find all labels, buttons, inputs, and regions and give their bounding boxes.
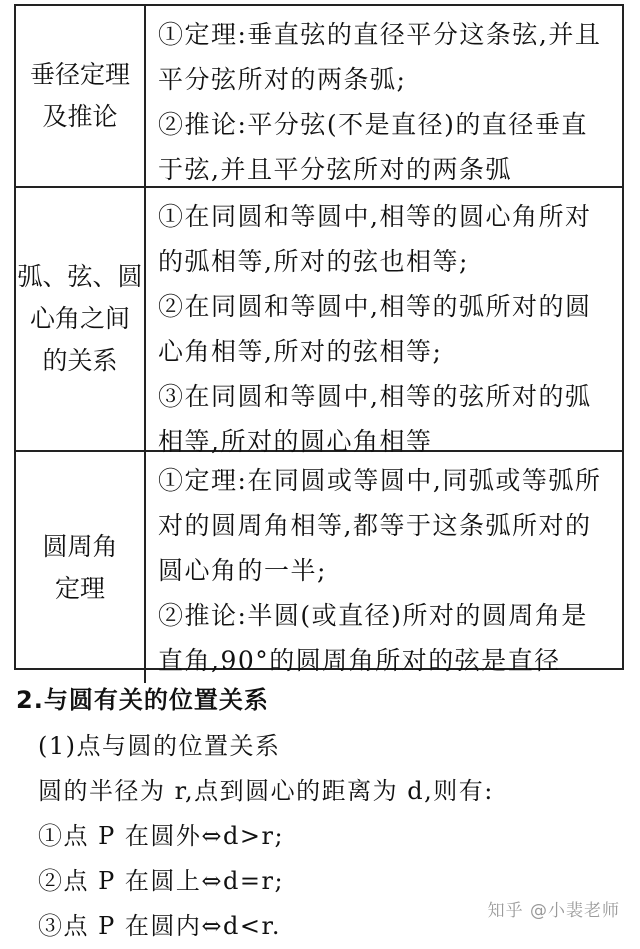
row-heading-perpendicular-diameter (16, 6, 146, 188)
row-content-arc-chord-angle (146, 188, 622, 456)
content-line: 相等,所对的圆心角相等 (158, 427, 433, 456)
row-content-perpendicular-diameter (146, 6, 622, 188)
content-line: 对的圆周角相等,都等于这条弧所对的 (158, 511, 592, 540)
theorem-table (14, 4, 624, 675)
row-content-inscribed-angle (146, 452, 622, 683)
heading-line: 及推论 (42, 102, 118, 131)
content-line: ①在同圆和等圆中,相等的圆心角所对 (158, 202, 592, 231)
heading-line: 圆周角 (42, 531, 118, 561)
content-line: 平分弦所对的两条弧; (158, 65, 407, 94)
content-line: ②推论:平分弦(不是直径)的直径垂直 (158, 110, 588, 139)
heading-line: 心角之间 (29, 304, 130, 333)
content-line: 直角,90°的圆周角所对的弦是直径 (158, 646, 561, 675)
relation-item-outside: ①点 P 在圆外⇔d>r; (38, 822, 285, 850)
relation-item-on: ②点 P 在圆上⇔d=r; (38, 867, 285, 895)
relation-item-inside: ③点 P 在圆内⇔d<r. (38, 912, 281, 940)
content-line: 的弧相等,所对的弦也相等; (158, 247, 469, 276)
heading-line: 定理 (54, 573, 105, 603)
heading-line: 垂径定理 (29, 60, 130, 89)
content-line: 心角相等,所对的弦相等; (158, 337, 443, 366)
heading-line: 的关系 (42, 346, 118, 375)
content-line: 于弦,并且平分弦所对的两条弧 (158, 155, 512, 184)
content-line: ③在同圆和等圆中,相等的弦所对的弧 (158, 382, 592, 411)
section-intro: 圆的半径为 r,点到圆心的距离为 d,则有: (38, 777, 494, 805)
zhihu-watermark: 知乎 @小裴老师 (487, 901, 620, 921)
content-line: ①定理:在同圆或等圆中,同弧或等弧所 (158, 466, 602, 495)
section-title: 2.与圆有关的位置关系 (16, 686, 269, 714)
content-line: ②推论:半圆(或直径)所对的圆周角是 (158, 601, 588, 630)
heading-line: 弧、弦、圆 (17, 262, 143, 291)
content-line: ①定理:垂直弦的直径平分这条弦,并且 (158, 20, 602, 49)
row-heading-arc-chord-angle (16, 188, 146, 452)
content-line: ②在同圆和等圆中,相等的弧所对的圆 (158, 292, 592, 321)
content-line: 圆心角的一半; (158, 556, 327, 585)
section-subtitle: (1)点与圆的位置关系 (38, 732, 281, 760)
row-heading-inscribed-angle (16, 452, 146, 683)
